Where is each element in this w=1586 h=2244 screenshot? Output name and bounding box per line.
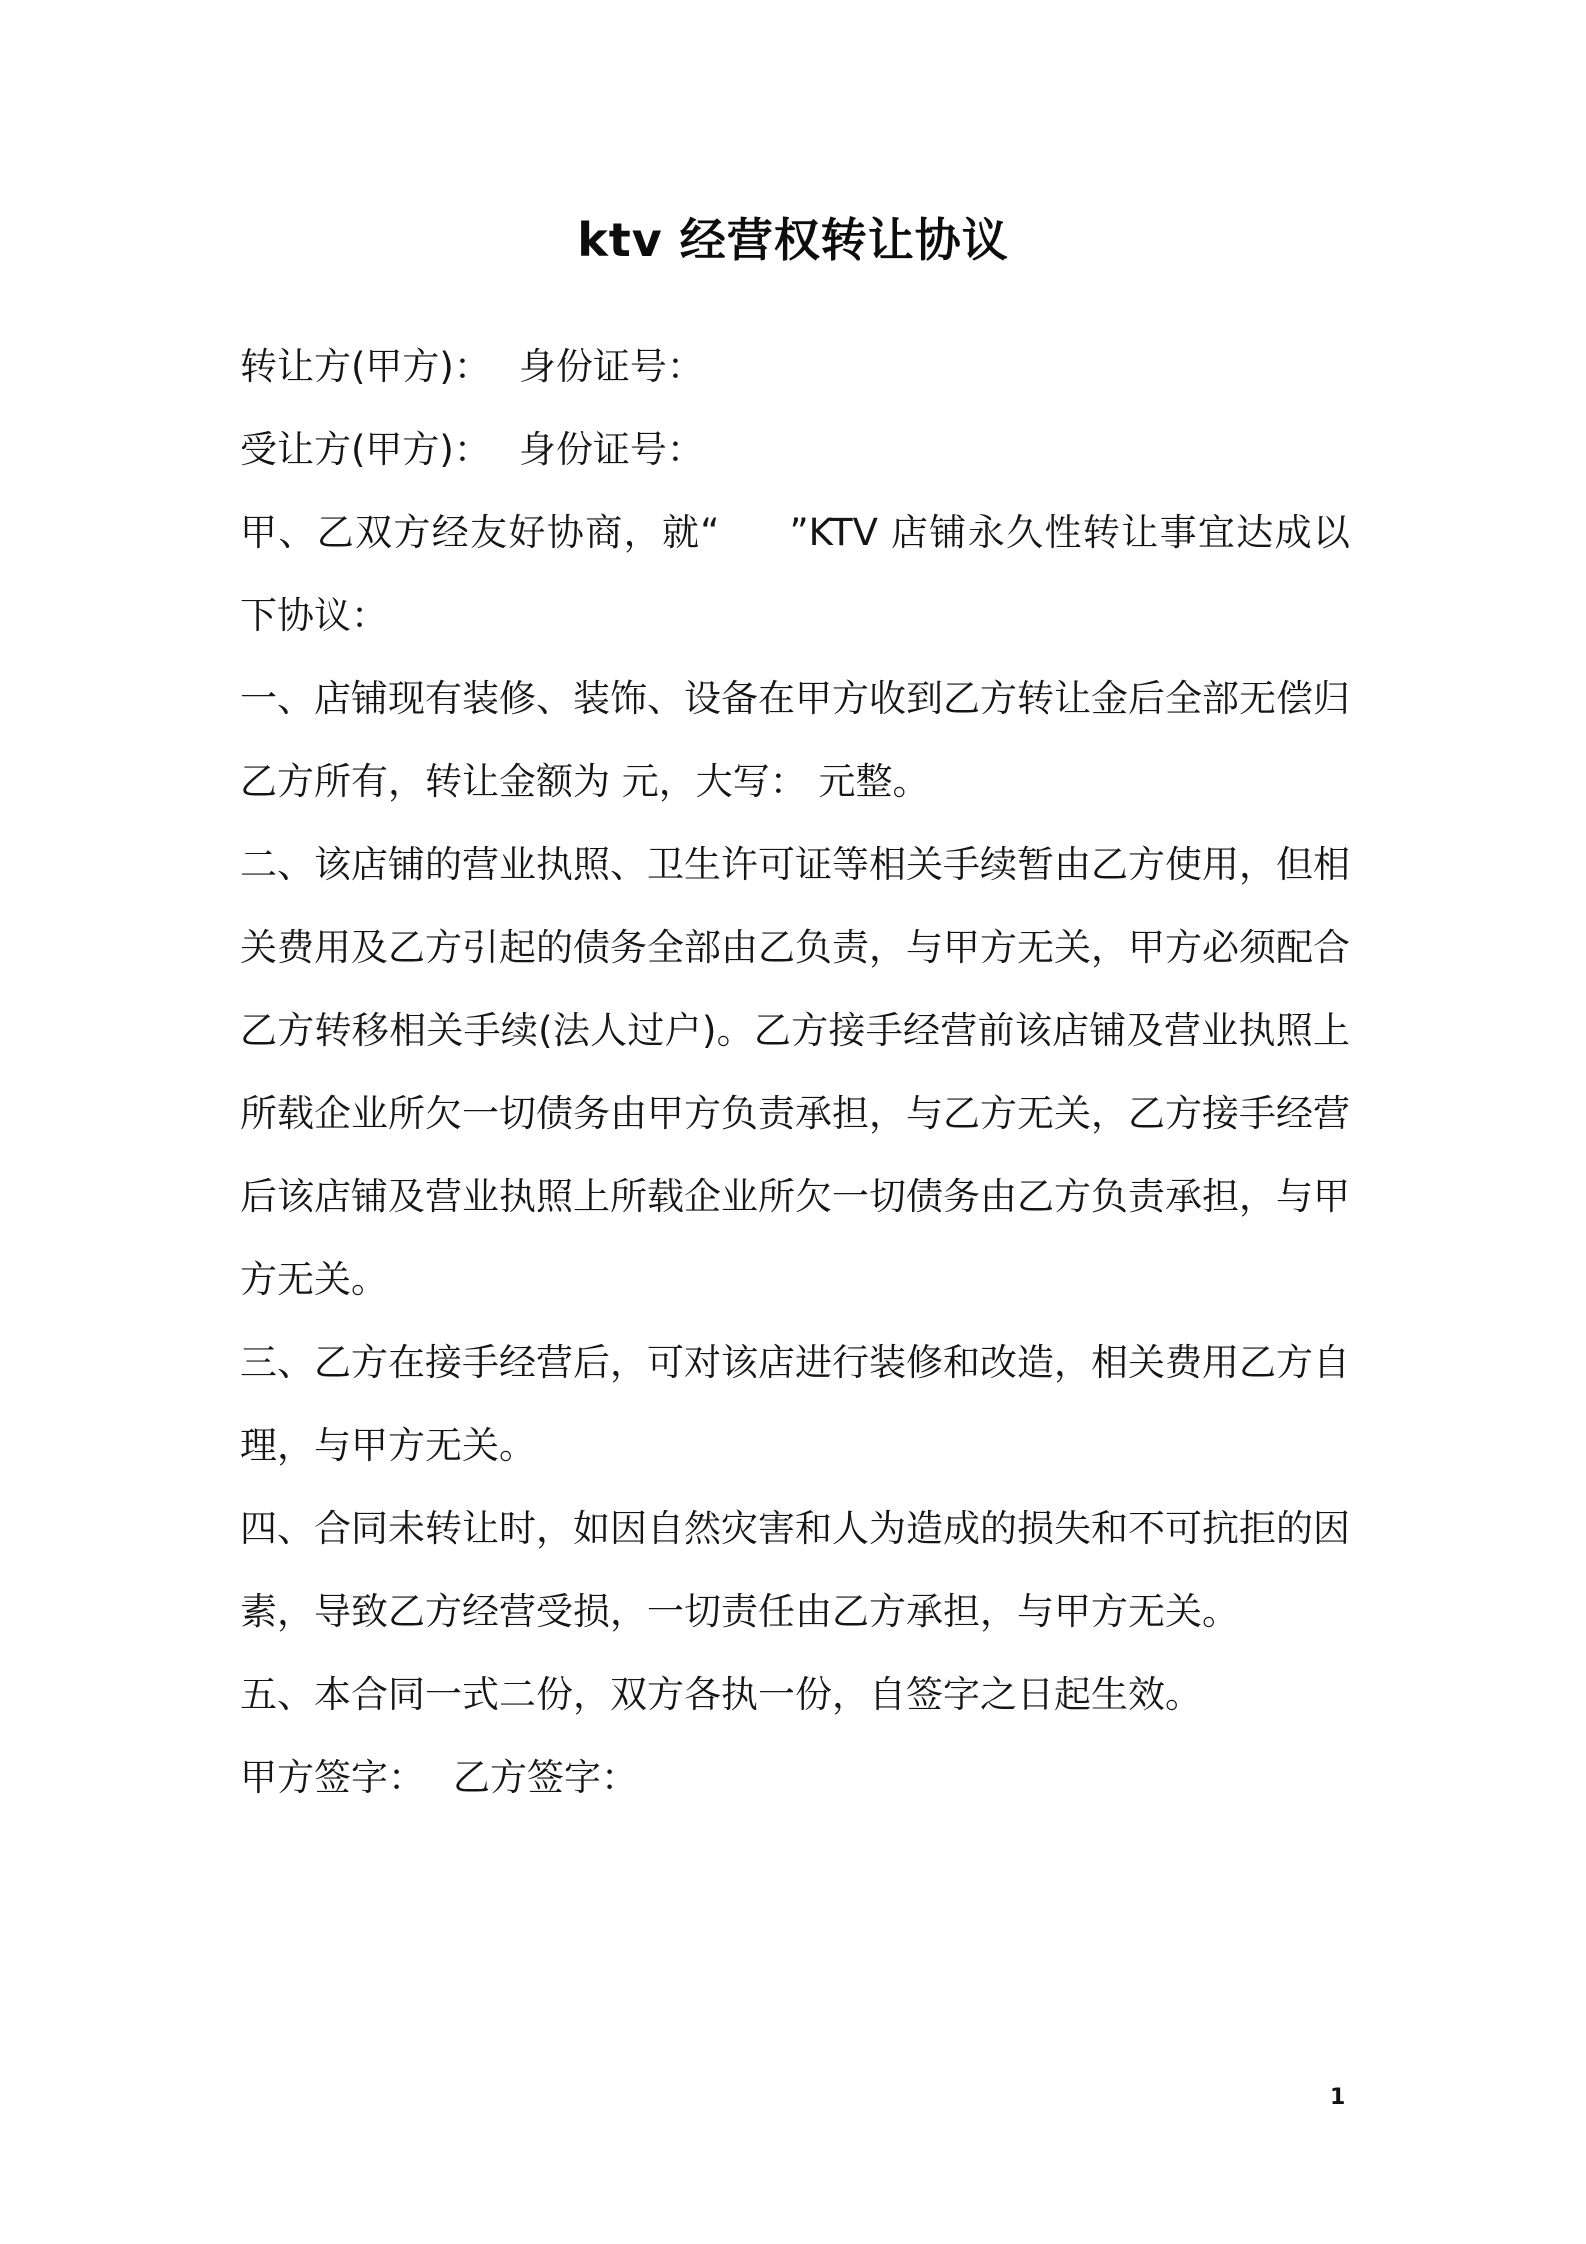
signature-line bbox=[240, 1736, 1350, 1819]
party-a-signature-label: 甲方签字： bbox=[240, 1756, 425, 1799]
transferor-label: 转让方(甲方)： bbox=[240, 345, 491, 388]
transferor-line bbox=[240, 325, 1350, 408]
clause-4: 四、合同未转让时，如因自然灾害和人为造成的损失和不可抗拒的因素，导致乙方经营受损，一切责任由乙方承担，与甲方无关。 bbox=[240, 1507, 1350, 1633]
transferee-line bbox=[240, 408, 1350, 491]
intro-after-quote: ”KTV 店铺永久性转让事宜达成以下协议： bbox=[240, 511, 1350, 637]
document-title: ktv 经营权转让协议 bbox=[577, 213, 1009, 267]
clause-1-part-2: 元，大写： bbox=[621, 760, 807, 803]
page-number: 1 bbox=[1330, 2085, 1346, 2110]
document-body bbox=[240, 325, 1350, 1819]
clause-1-part-3: 元整。 bbox=[818, 760, 930, 803]
intro-paragraph bbox=[240, 491, 1350, 657]
transferee-id-label: 身份证号： bbox=[518, 428, 704, 471]
clause-1-part-1: 一、店铺现有装修、装饰、设备在甲方收到乙方转让金后全部无偿归乙方所有，转让金额为 bbox=[240, 677, 1350, 803]
clause-3: 三、乙方在接手经营后，可对该店进行装修和改造，相关费用乙方自理，与甲方无关。 bbox=[240, 1341, 1350, 1467]
clause-5: 五、本合同一式二份，双方各执一份，自签字之日起生效。 bbox=[240, 1673, 1202, 1716]
transferor-id-label: 身份证号： bbox=[518, 345, 704, 388]
clause-1 bbox=[240, 657, 1350, 823]
party-b-signature-label: 乙方签字： bbox=[453, 1756, 638, 1799]
intro-before-quote: 甲、乙双方经友好协商，就“ bbox=[240, 511, 720, 554]
transferee-label: 受让方(甲方)： bbox=[240, 428, 491, 471]
clause-2: 二、该店铺的营业执照、卫生许可证等相关手续暂由乙方使用，但相关费用及乙方引起的债务全部由乙负责，与甲方无关，甲方必须配合乙方转移相关手续(法人过户)。乙方接手经营前该店铺及营业执照上所载企业所欠一切债务由甲方负责承担，与乙方无关，乙方接手经营后该店铺及营业执照上所载企业所欠一切债务由乙方负责承担，与甲方无关。 bbox=[240, 843, 1350, 1301]
